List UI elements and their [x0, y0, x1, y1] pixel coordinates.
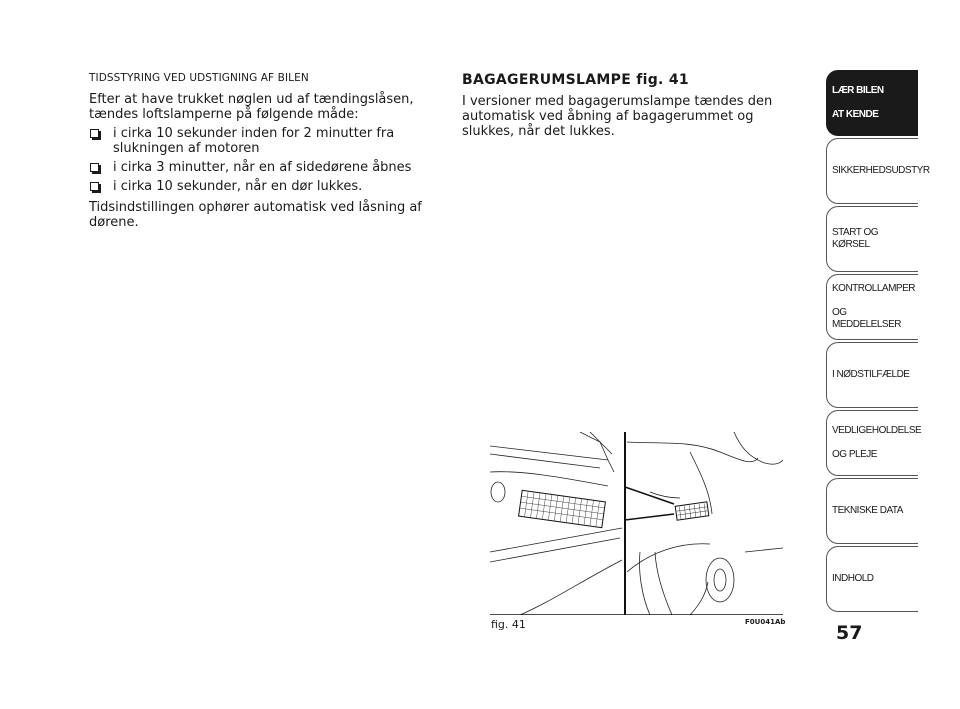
tab-tekniske-data[interactable] [826, 478, 918, 544]
section-title: BAGAGERUMSLAMPE fig. 41 [462, 72, 689, 88]
tab-label: KONTROLLAMPER [832, 283, 915, 294]
tab-label: TEKNISKE DATA [832, 505, 903, 516]
section-heading: TIDSSTYRING VED UDSTIGNING AF BILEN [89, 72, 309, 84]
right-column [462, 72, 792, 143]
tab-vedligeholdelse[interactable] [826, 410, 922, 476]
tab-label: SIKKERHEDSUDSTYR [832, 165, 930, 176]
tab-kontrollamper[interactable] [826, 274, 918, 340]
tab-label: I NØDSTILFÆLDE [832, 369, 910, 380]
closing-paragraph: Tidsindstillingen ophører automatisk ved låsning af dørene. [89, 200, 422, 230]
body-paragraph: I versioner med bagagerumslampe tændes den automatisk ved åbning af bagagerummet og slukkes, når det lukkes. [462, 94, 773, 139]
figure-caption: fig. 41 [491, 618, 526, 631]
tab-label: INDHOLD [832, 573, 874, 584]
chapter-tabs [826, 70, 930, 614]
tab-label: OG PLEJE [832, 449, 877, 460]
tab-label: LÆR BILEN [832, 85, 884, 96]
tab-label: START OG KØRSEL [832, 227, 879, 250]
figure-code: F0U041Ab [745, 618, 786, 626]
intro-paragraph: Efter at have trukket nøglen ud af tændingslåsen, tændes loftslamperne på følgende måde: [89, 92, 414, 122]
list-item: i cirka 10 sekunder inden for 2 minutter fra slukningen af motoren [89, 126, 445, 156]
list-item: i cirka 3 minutter, når en af sidedørene åbnes [89, 160, 445, 175]
tab-laer-bilen-at-kende[interactable] [826, 70, 918, 136]
checkbox-bullet-icon [90, 163, 99, 172]
checkbox-bullet-icon [90, 129, 99, 138]
boot-lamp-illustration [490, 432, 783, 615]
tab-label: OG MEDDELELSER [832, 307, 901, 330]
left-column [89, 72, 445, 234]
figure-illustration [490, 432, 783, 615]
tab-label: VEDLIGEHOLDELSE [832, 425, 922, 436]
tab-indhold[interactable] [826, 546, 918, 612]
tab-label: AT KENDE [832, 109, 879, 120]
page-number: 57 [836, 622, 863, 644]
bullet-list [89, 126, 445, 194]
tab-start-og-korsel[interactable] [826, 206, 918, 272]
list-item: i cirka 10 sekunder, når en dør lukkes. [89, 179, 445, 194]
checkbox-bullet-icon [90, 182, 99, 191]
tab-i-nodstilfaelde[interactable] [826, 342, 918, 408]
tab-sikkerhedsudstyr[interactable] [826, 138, 930, 204]
